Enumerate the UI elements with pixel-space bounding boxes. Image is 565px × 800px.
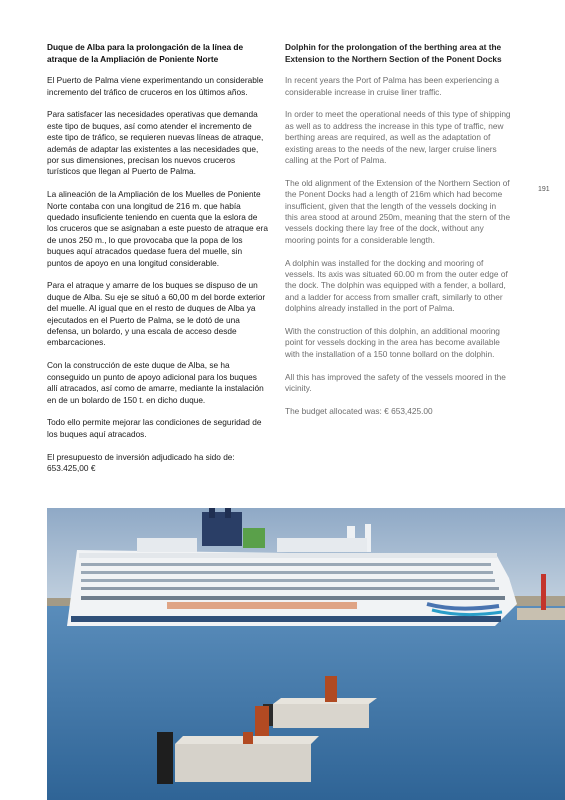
page-number: 191 bbox=[538, 186, 550, 193]
bollard-post bbox=[325, 676, 337, 702]
dolphin-platform bbox=[157, 732, 319, 784]
english-column bbox=[285, 42, 511, 429]
spanish-column bbox=[47, 42, 269, 486]
fender bbox=[255, 706, 269, 740]
english-paragraph: A dolphin was installed for the docking and mooring of vessels. Its axis was situated 60.00 m from the outer edge of the dock. The dolphin was equipped with a fender, a bollard, and a ladder for access from smaller craft, similarly to other dolphins already installed in the port of Palma. bbox=[285, 257, 508, 314]
english-paragraph: The old alignment of the Extension of the Northern Section of the Ponent Docks had a length of 216m which had become insufficient, given that the length of the vessels docking in this area stood at around 250m, meaning that the stern of the vessels docking there lay free of the dock, without any mooring points for a considerable length. bbox=[285, 177, 511, 245]
spanish-paragraph: La alineación de la Ampliación de los Muelles de Poniente Norte contaba con una longitud de 216 m. que había quedado insuficiente teniendo en cuenta que la eslora de los cruceros que se asignaban a este puesto de atraque era de unos 250 m., lo que provocaba que la popa de los buques aquí atracados quedase fuera del muelle, sin puntos de apoyo en una longitud considerable. bbox=[47, 189, 268, 268]
bollard bbox=[243, 732, 253, 744]
english-paragraph: In order to meet the operational needs of this type of shipping as well as to address the increase in this type of traffic, new berthing areas are required, as well as the adaptation of existing areas to the needs of the new, larger cruise liners calling at the Port of Palma. bbox=[285, 109, 511, 166]
harbor-light bbox=[541, 574, 546, 610]
ship-funnel bbox=[202, 512, 242, 546]
spanish-paragraph: Para satisfacer las necesidades operativas que demanda este tipo de buques, así como atender el incremento de este tipo de tráfico, se requieren nuevas líneas de atraque, además de adaptar las existentes a las necesidades que, por sus dimensiones, precisan los nuevos cruceros turísticos que llegan al Puerto de Palma. bbox=[47, 109, 264, 177]
english-paragraph: All this has improved the safety of the vessels moored in the vicinity. bbox=[285, 371, 506, 394]
english-paragraph: With the construction of this dolphin, an additional mooring point for vessels docking in the area has become available with the installation of a 150 tonne bollard on the dolphin. bbox=[285, 326, 500, 359]
english-paragraph: In recent years the Port of Palma has been experiencing a considerable increase in cruise liner traffic. bbox=[285, 75, 500, 97]
spanish-paragraph: Para el atraque y amarre de los buques se dispuso de un duque de Alba. Su eje se situó a 60,00 m del borde exterior del muelle. Al igual que en el resto de duques de Alba ya ejecutados en el Puerto de Palma, se le dotó de una defensa, un bolardo, y una escala de acceso desde embarcaciones. bbox=[47, 280, 266, 348]
cruise-ship-illustration bbox=[47, 508, 565, 800]
spanish-paragraph: Con la construcción de este duque de Alba, se ha conseguido un punto de apoyo adicional para los buques allí atracados, así como de amarre, mediante la instalación en de un bolardo de 150 t. en dicho duque. bbox=[47, 360, 264, 405]
spanish-paragraph: El Puerto de Palma viene experimentando un considerable incremento del tráfico de cruceros en los últimos años. bbox=[47, 75, 264, 97]
english-heading: Dolphin for the prolongation of the berthing area at the Extension to the Northern Section of the Ponent Docks bbox=[285, 42, 502, 64]
fender bbox=[157, 732, 173, 784]
english-budget: The budget allocated was: € 653,425.00 bbox=[285, 405, 433, 416]
spanish-paragraph: Todo ello permite mejorar las condiciones de seguridad de los buques aquí atracados. bbox=[47, 417, 262, 439]
ship-waterslide bbox=[243, 528, 265, 548]
spanish-heading: Duque de Alba para la prolongación de la línea de atraque de la Ampliación de Poniente Norte bbox=[47, 42, 244, 64]
spanish-budget: El presupuesto de inversión adjudicado ha sido de: 653.425,00 € bbox=[47, 451, 235, 473]
cruise-ship-photo bbox=[47, 508, 565, 800]
